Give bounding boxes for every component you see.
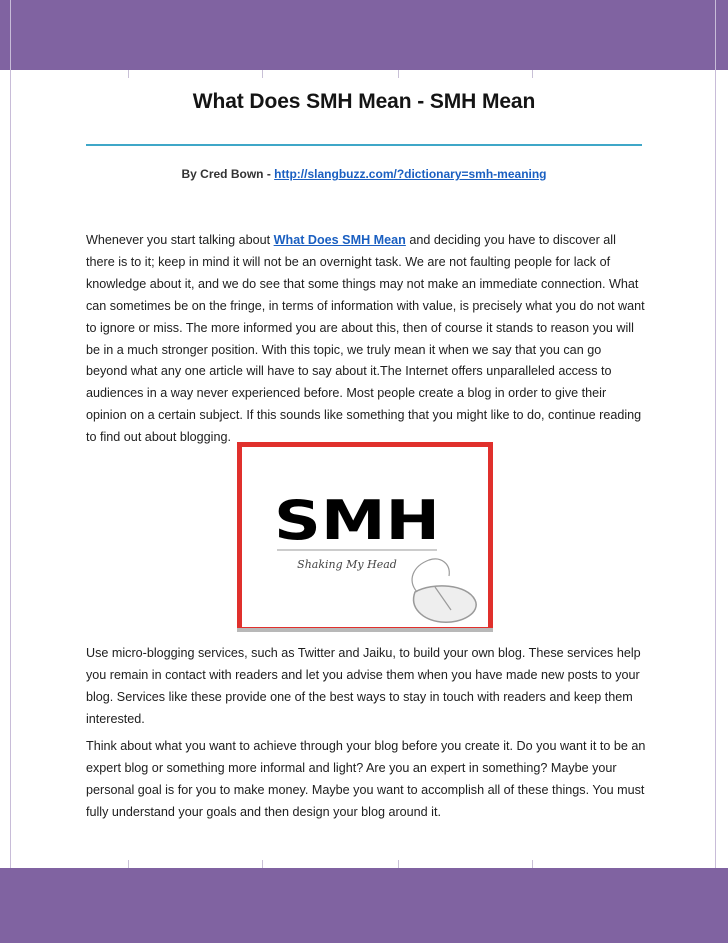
frame-tick — [128, 70, 129, 78]
inline-link-smh[interactable]: What Does SMH Mean — [273, 233, 406, 247]
paragraph-goals: Think about what you want to achieve through your blog before you create it. Do you want it to be an expert blog or something more informal and light? Are you an expert in something? Maybe your personal goal is for you to make money. Maybe you want to accomplish all of these things. You must fully understand your goals and then design your blog around it. — [86, 739, 646, 819]
logo-text: SMH — [274, 489, 440, 552]
smh-logo-graphic — [237, 442, 493, 632]
frame-tick — [398, 70, 399, 78]
frame-tick — [128, 860, 129, 868]
paragraph-microblogging: Use micro-blogging services, such as Twitter and Jaiku, to build your own blog. These services help you remain in contact with readers and let you advise them when you have made new posts to your blog. Services like these provide one of the best ways to stay in touch with readers and keep them interested. — [86, 646, 641, 726]
footer-band — [0, 868, 728, 943]
paragraph-intro-rest: and deciding you have to discover all there is to it; keep in mind it will not be an overnight task. We are not faulting people for lack of knowledge about it, and we do see that some things may not make an immediate connection. What can sometimes be on the fringe, in terms of information with value, is precisely what you do not want to ignore or miss. The more informed you are about this, then of course it stands to reason you will be in a much stronger position. With this topic, we truly mean it when we say that you can go beyond what any one article will have to say about it.The Internet offers unparalleled access to audiences in a way never experienced before. Most people create a blog in order to give their opinion on a certain subject. If this sounds like something that you might like to do, continue reading to find out about blogging. — [86, 233, 645, 445]
paragraph-intro-start: Whenever you start talking about — [86, 233, 274, 247]
title-rule — [86, 144, 642, 146]
frame-tick — [262, 860, 263, 868]
byline-author: By Cred Bown - — [181, 167, 275, 181]
logo-tagline: Shaking My Head — [297, 558, 397, 571]
byline-link[interactable]: http://slangbuzz.com/?dictionary=smh-meaning — [274, 167, 547, 181]
frame-tick — [532, 70, 533, 78]
frame-tick — [398, 860, 399, 868]
document-title: What Does SMH Mean - SMH Mean — [192, 90, 536, 113]
image-shadow — [237, 628, 493, 632]
paragraph-intro — [86, 230, 646, 449]
frame-tick — [262, 70, 263, 78]
frame-tick — [532, 860, 533, 868]
smh-logo-image — [237, 442, 493, 632]
byline — [86, 167, 642, 181]
